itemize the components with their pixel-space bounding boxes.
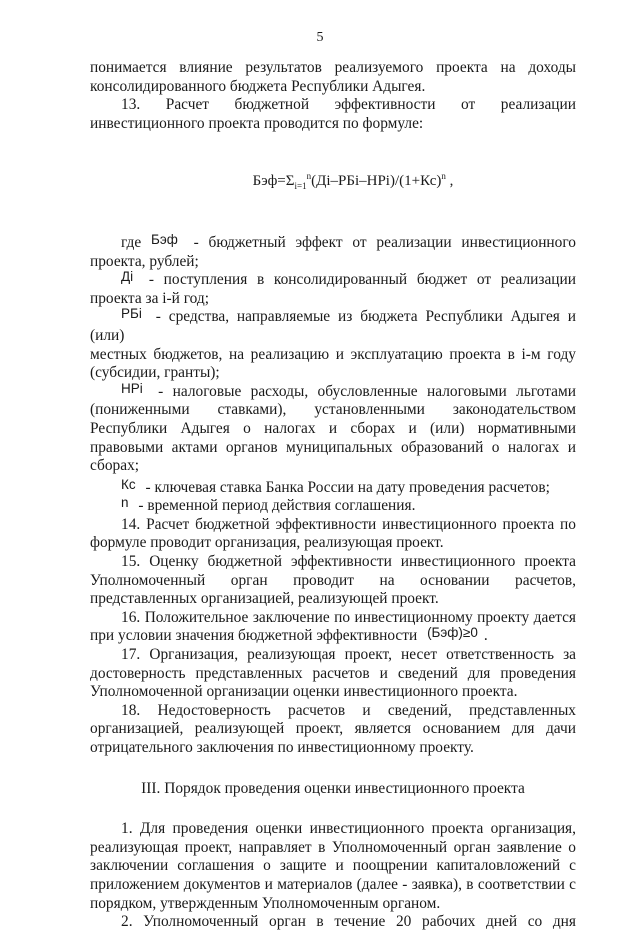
definition-bef-text: - бюджетный эффект от реализации инвестиционного xyxy=(193,233,576,251)
paragraph-intro-line1: понимается влияние результатов реализуемого проекта на доходы xyxy=(90,59,576,76)
formula-sigma: Σ xyxy=(285,173,295,190)
paragraph-16-line2 xyxy=(90,627,576,646)
symbol-nri: НРi xyxy=(121,380,143,396)
efficiency-condition: (Бэф)≥0 xyxy=(427,625,478,641)
paragraph-13-line2: инвестиционного проекта проводится по формуле: xyxy=(90,114,424,132)
paragraph-14: 14. Расчет бюджетной эффективности инвестиционного проекта по формуле проводит организация, реализующая проект. xyxy=(90,515,576,552)
definition-nri-line1 xyxy=(90,380,576,402)
paragraph-17: 17. Организация, реализующая проект, несет ответственность за достоверность представленных расчетов и сведений для проведения Уполномоченной организации оценки инвестиционного проекта. xyxy=(90,646,576,701)
formula-lhs: Бэф= xyxy=(252,173,286,190)
document-body xyxy=(90,59,576,932)
definition-n xyxy=(90,497,576,516)
definition-nri-text: - налоговые расходы, обусловленные налоговыми льготами xyxy=(158,382,576,400)
definition-di-text: - поступления в консолидированный бюджет от реализации xyxy=(148,271,576,289)
paragraph-16-end: . xyxy=(483,627,488,645)
page-number: 5 xyxy=(316,30,324,45)
definition-ks-text: - ключевая ставка Банка России на дату проведения расчетов; xyxy=(145,478,550,496)
symbol-ks: Кс xyxy=(121,476,136,492)
definition-nri-rest: (пониженными ставками), установленными законодательством Республики Адыгея о налогах и сборах и (или) нормативными правовыми актами органов муниципальных образований о налогах и сборах; xyxy=(90,401,576,475)
definition-bef-rest: проекта, рублей; xyxy=(90,252,199,270)
definition-rbi-line1 xyxy=(90,308,576,345)
symbol-di: Дi xyxy=(121,269,134,285)
definition-di-line1 xyxy=(90,271,576,290)
definition-n-text: - временной период действия соглашения. xyxy=(138,497,416,515)
formula-sum-lower: i=1 xyxy=(294,181,307,192)
definition-rbi-rest: местных бюджетов, на реализацию и эксплуатацию проекта в i-м году (субсидии, гранты); xyxy=(90,345,576,382)
formula-comma: , xyxy=(449,173,454,190)
section3-paragraph-1: 1. Для проведения оценки инвестиционного проекта организация, реализующая проект, направляет в Уполномоченный орган заявление о заключении соглашения о защите и поощрении капиталовложений с приложением документов и материалов (далее - заявка), в соответствии с порядком, утвержденным Уполномоченным органом. xyxy=(90,820,576,912)
formula-sum-upper: n xyxy=(306,171,312,182)
paragraph-15: 15. Оценку бюджетной эффективности инвестиционного проекта Уполномоченный орган проводит на основании расчетов, представленных организацией, реализующей проект. xyxy=(90,553,576,608)
paragraph-intro-line2: консолидированного бюджета Республики Адыгея. xyxy=(90,77,426,95)
definition-bef-line1 xyxy=(90,231,576,253)
section3-paragraph-2: 2. Уполномоченный орган в течение 20 рабочих дней со дня xyxy=(121,913,576,931)
symbol-bef: Бэф xyxy=(150,231,178,247)
paragraph-16-text: при условии значения бюджетной эффективности xyxy=(90,627,418,645)
paragraph-18: 18. Недостоверность расчетов и сведений, представленных организацией, реализующей проект, является основанием для дачи отрицательного заключения по инвестиционному проекту. xyxy=(90,701,576,756)
formula-body: (Дi–РБi–НРi)/(1+Кс) xyxy=(311,173,442,190)
paragraph-16-line1: 16. Положительное заключение по инвестиционному проекту дается xyxy=(121,608,576,626)
section-heading: III. Порядок проведения оценки инвестиционного проекта xyxy=(141,779,525,797)
definition-di-rest: проекта за i-й год; xyxy=(90,289,210,307)
symbol-n: n xyxy=(121,495,129,511)
formula-exponent: n xyxy=(441,171,446,182)
budget-efficiency-formula xyxy=(130,167,576,196)
definition-prefix: где xyxy=(121,233,142,251)
definition-rbi-text: - средства, направляемые из бюджета Республики Адыгея и (или) xyxy=(90,308,576,344)
symbol-rbi: РБi xyxy=(121,306,142,322)
definition-ks xyxy=(90,476,576,498)
paragraph-13-line1: 13. Расчет бюджетной эффективности от реализации xyxy=(121,96,576,114)
